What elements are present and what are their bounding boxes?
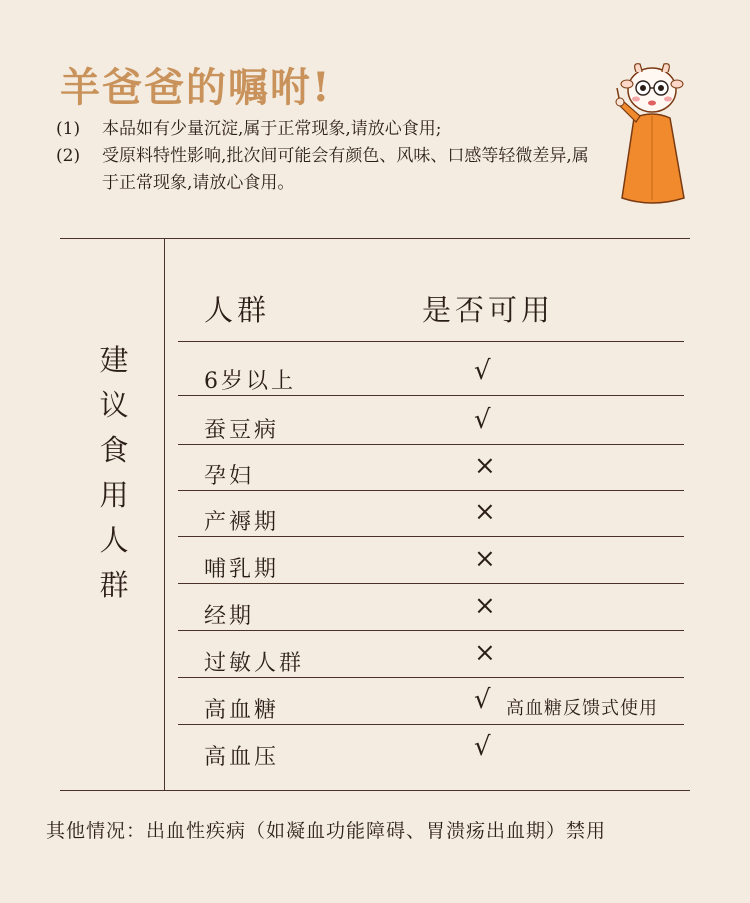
notes-list — [56, 116, 602, 197]
table-row — [178, 726, 684, 772]
group-name: 经期 — [204, 604, 255, 629]
group-name: 哺乳期 — [204, 557, 280, 582]
table-row — [178, 585, 684, 631]
header-usable: 是否可用 — [422, 293, 555, 327]
row-rule — [178, 583, 684, 584]
usable-mark: √ — [474, 685, 491, 715]
footer-note: 其他情况：出血性疾病（如凝血功能障碍、胃溃疡出血期）禁用 — [46, 820, 607, 842]
note-item — [56, 143, 602, 197]
table-row — [178, 632, 684, 678]
usable-mark: × — [474, 638, 496, 668]
usable-mark: × — [474, 591, 496, 621]
table-row — [178, 679, 684, 725]
table-divider — [164, 238, 165, 790]
side-label: 建议食用人群 — [99, 343, 129, 602]
row-rule — [178, 630, 684, 631]
group-name: 产褥期 — [204, 510, 280, 535]
row-rule — [178, 677, 684, 678]
usable-mark: √ — [474, 405, 491, 435]
group-name: 高血压 — [204, 745, 280, 770]
note-number: (1) — [56, 119, 81, 139]
group-name: 高血糖 — [204, 698, 280, 723]
table-row — [178, 445, 684, 491]
group-name: 过敏人群 — [204, 651, 305, 676]
table-row — [178, 491, 684, 537]
note-text: 本品如有少量沉淀,属于正常现象,请放心食用; — [102, 119, 442, 139]
usage-note: 高血糖反馈式使用 — [506, 698, 658, 719]
goat-mascot-icon — [612, 58, 694, 208]
usable-mark: × — [474, 544, 496, 574]
note-number: (2) — [56, 146, 81, 166]
group-name: 孕妇 — [204, 464, 255, 489]
header-group: 人群 — [204, 293, 271, 327]
table-bottom-rule — [60, 790, 690, 791]
table-row — [178, 350, 684, 396]
note-item — [56, 116, 602, 143]
group-name: 蚕豆病 — [204, 418, 280, 443]
usable-mark: √ — [474, 356, 491, 386]
usable-mark: × — [474, 451, 496, 481]
usable-mark: × — [474, 497, 496, 527]
note-text: 受原料特性影响,批次间可能会有颜色、风味、口感等轻微差异,属于正常现象,请放心食用。 — [102, 146, 589, 193]
row-rule — [178, 724, 684, 725]
page-title: 羊爸爸的嘱咐! — [60, 64, 332, 111]
table-top-rule — [60, 238, 690, 239]
row-rule — [178, 395, 684, 396]
table-header-rule — [178, 341, 684, 342]
row-rule — [178, 536, 684, 537]
table-row — [178, 399, 684, 445]
table-row — [178, 538, 684, 584]
group-name: 6岁以上 — [204, 369, 296, 394]
usable-mark: √ — [474, 732, 491, 762]
